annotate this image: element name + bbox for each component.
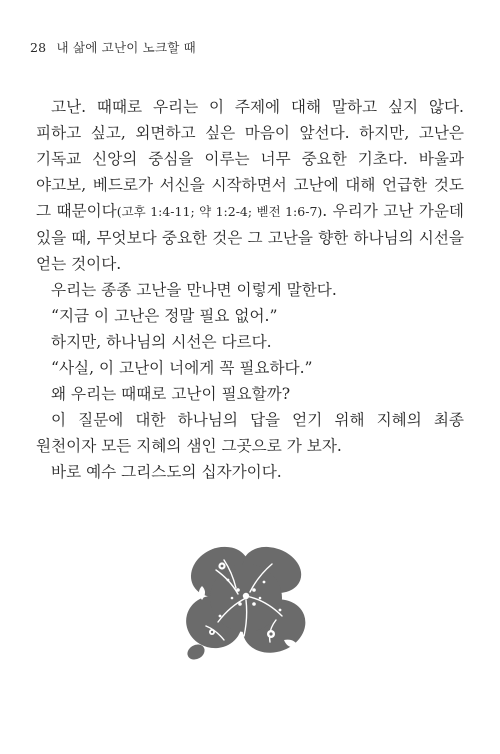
paragraph-4: 왜 우리는 때때로 고난이 필요할까? bbox=[51, 385, 291, 403]
quote-1: “지금 이 고난은 정말 필요 없어.” bbox=[51, 307, 278, 325]
paragraph-1 bbox=[36, 94, 464, 277]
running-title: 내 삶에 고난이 노크할 때 bbox=[56, 40, 196, 55]
paragraph-1-text: 고난. 때때로 우리는 이 주제에 대해 말하고 싶지 않다. 피하고 싶고, 외면하고 싶은 마음이 앞선다. 하지만, 고난은 기독교 신앙의 중심을 이루는 너무 중요한 기초다. 바울과 야고보, 베드로가 서신을 시작하면서 고난에 대해 언급한 것도 그 때문이다 bbox=[36, 98, 464, 220]
paragraph-6: 바로 예수 그리스도의 십자가이다. bbox=[51, 463, 282, 481]
scripture-citation: (고후 1:4-11; 약 1:2-4; 벧전 1:6-7) bbox=[116, 204, 323, 219]
running-header bbox=[30, 38, 196, 56]
paragraph-1-text-end: . 우리가 고난 가운데 있을 때, 무엇보다 중요한 것은 그 고난을 향한 하나님의 시선을 얻는 것이다. bbox=[36, 202, 464, 273]
paragraph-3: 하지만, 하나님의 시선은 다르다. bbox=[51, 333, 272, 351]
paragraph-5: 이 질문에 대한 하나님의 답을 얻기 위해 지혜의 최종 원천이자 모든 지혜의 샘인 그곳으로 가 보자. bbox=[36, 411, 464, 455]
page-number: 28 bbox=[30, 40, 47, 55]
flower-ornament-icon bbox=[176, 540, 316, 665]
quote-2: “사실, 이 고난이 너에게 꼭 필요하다.” bbox=[51, 359, 313, 377]
paragraph-2: 우리는 종종 고난을 만나면 이렇게 말한다. bbox=[51, 281, 337, 299]
body-text bbox=[36, 94, 464, 485]
